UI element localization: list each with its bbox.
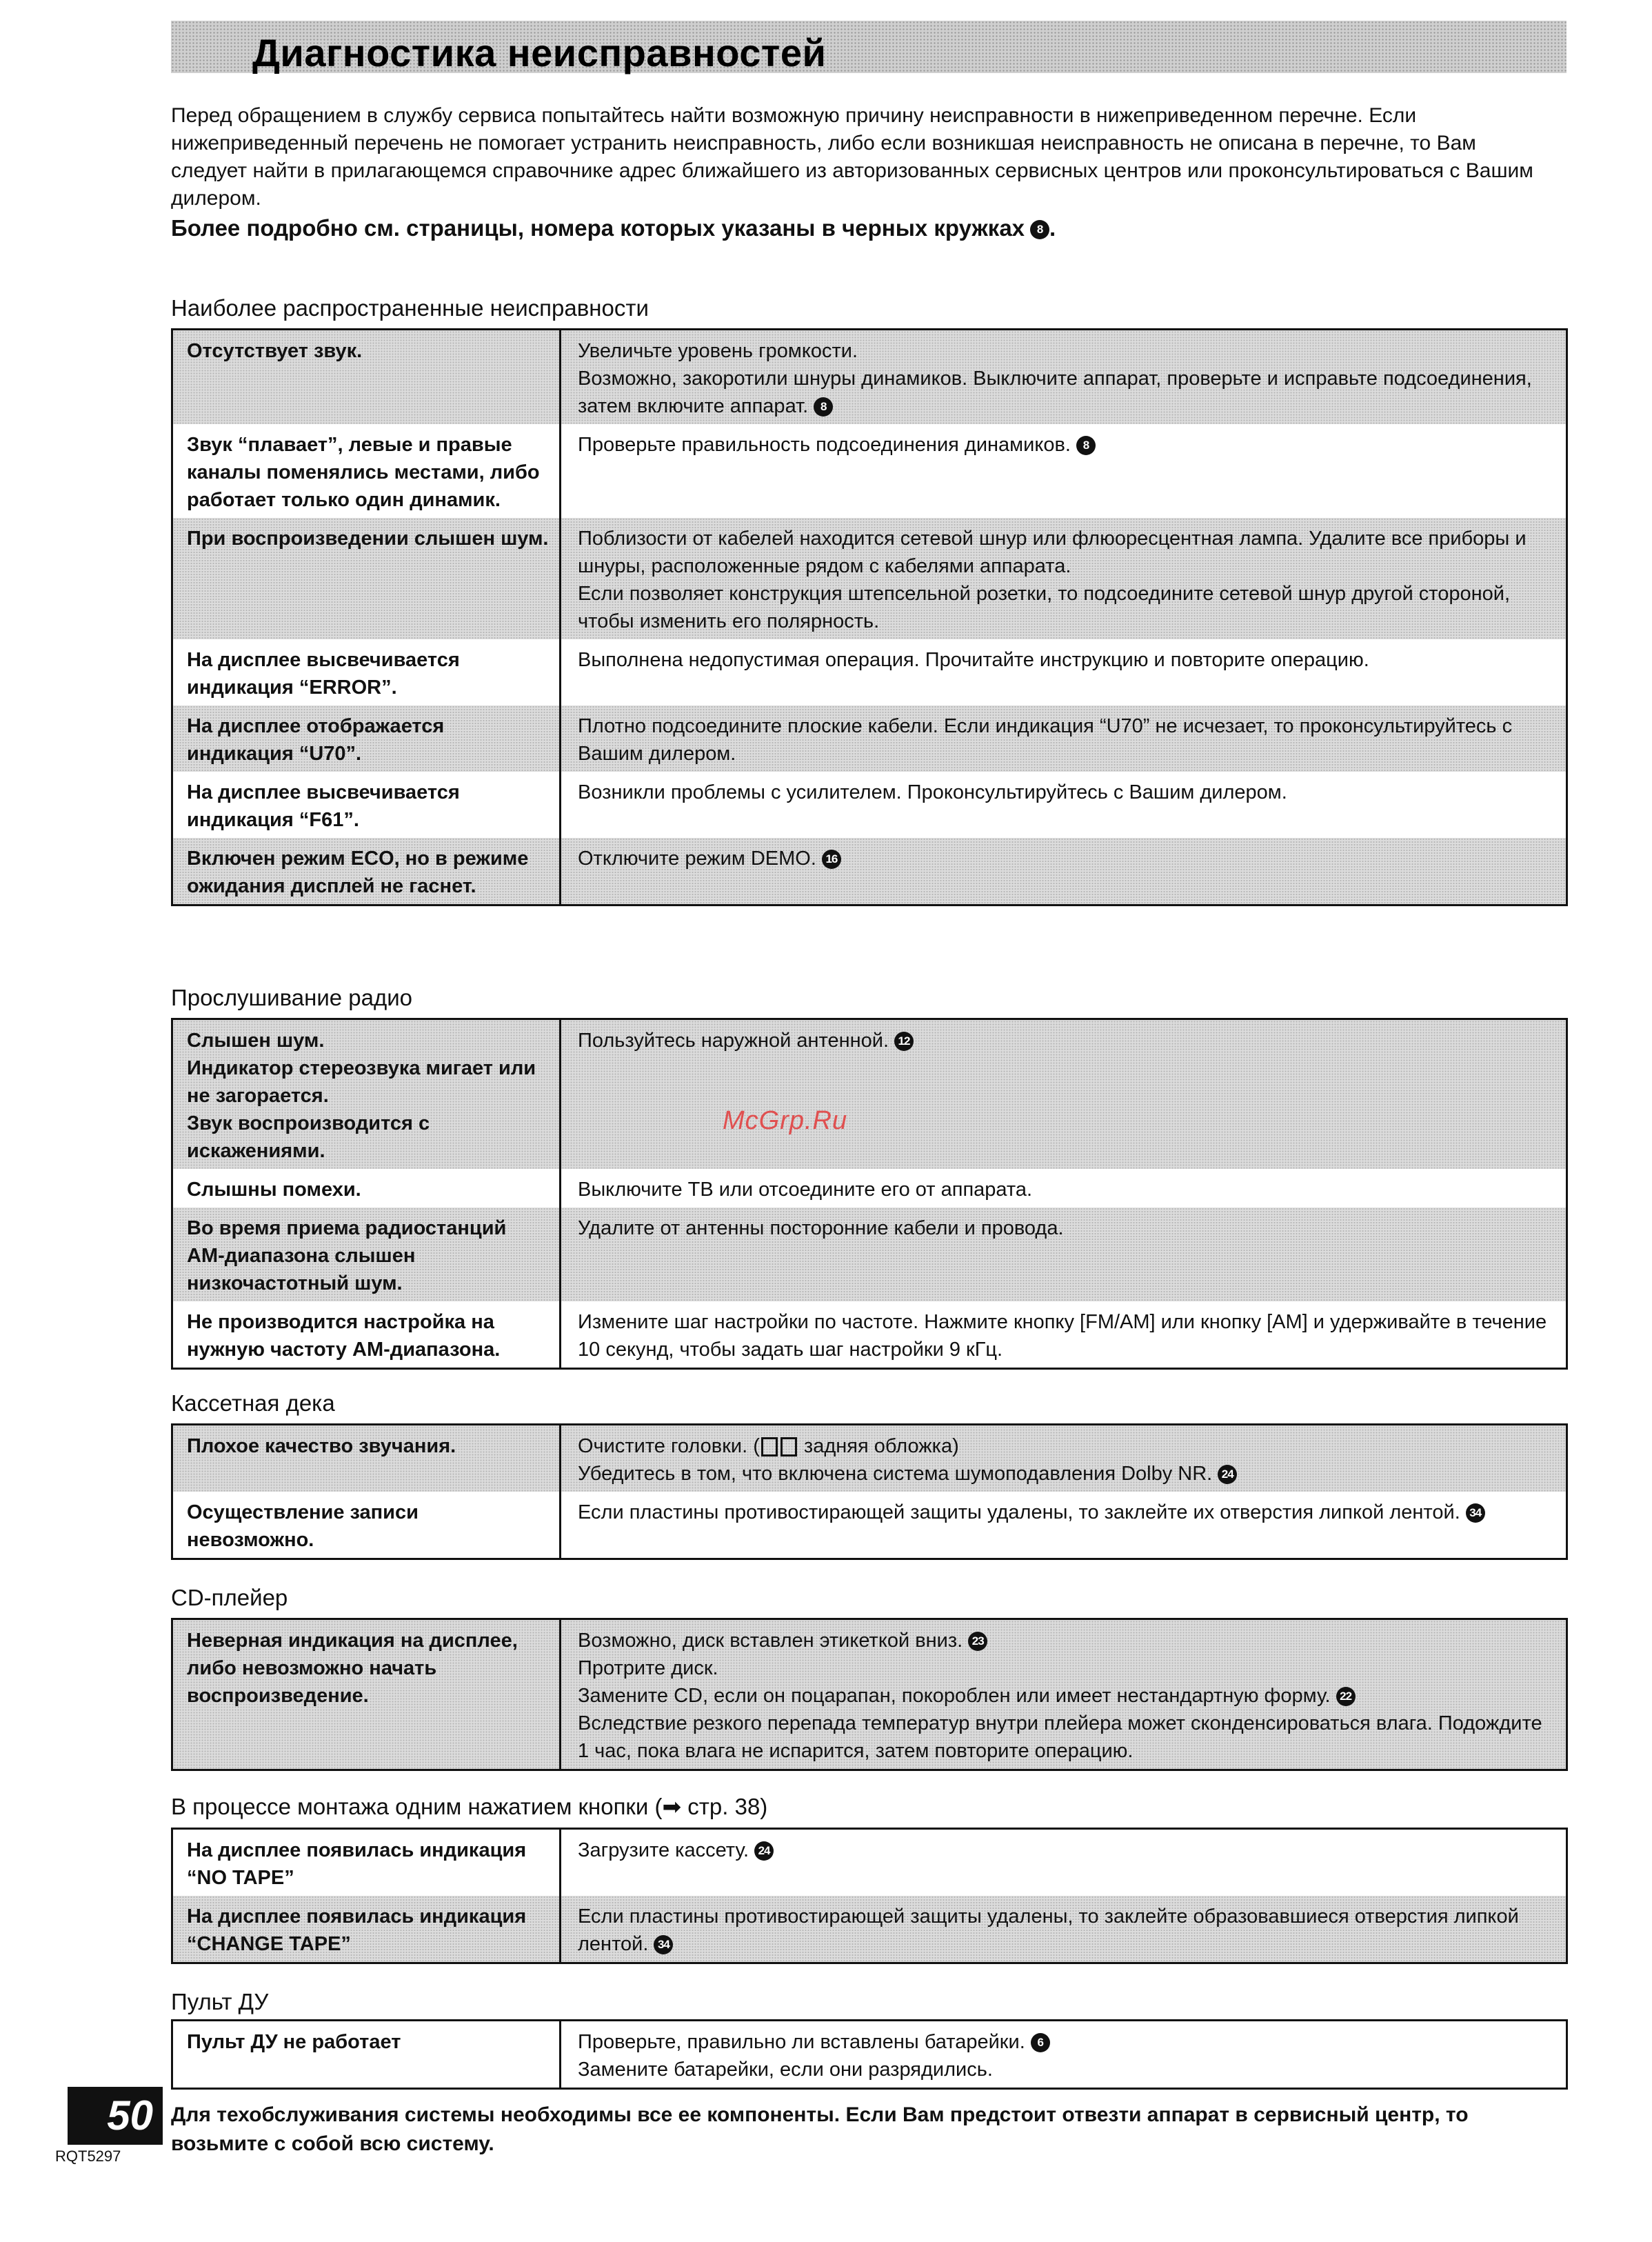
page-ref-badge: 8 xyxy=(814,397,833,417)
problem-text: Пульт ДУ не работает xyxy=(187,2031,401,2053)
solution-cell xyxy=(561,772,1567,838)
table-row xyxy=(172,705,1567,772)
solution-line xyxy=(578,1308,1556,1363)
section-title-editing: В процессе монтажа одним нажатием кнопки (➡ стр. 38) xyxy=(171,1794,768,1819)
solution-cell xyxy=(561,838,1567,905)
solution-cell xyxy=(561,705,1567,772)
solution-cell xyxy=(561,1019,1567,1170)
section-title-remote: Пульт ДУ xyxy=(171,1989,269,2014)
problem-cell xyxy=(172,705,561,772)
table-row xyxy=(172,772,1567,838)
solution-text: Вследствие резкого перепада температур внутри плейера может сконденсироваться влага. Подождите 1 час, пока влага не испарится, затем повторите операцию. xyxy=(578,1712,1542,1762)
table-editing xyxy=(171,1828,1568,1964)
table-row xyxy=(172,1425,1567,1492)
table-row xyxy=(172,1829,1567,1896)
table-row xyxy=(172,1208,1567,1301)
cassette-icon xyxy=(780,1437,797,1457)
solution-line xyxy=(578,779,1556,806)
table-row xyxy=(172,2021,1567,2089)
solution-line xyxy=(578,1654,1556,1682)
solution-text: Если пластины противостирающей защиты удалены, то заклейте образовавшиеся отверстия липкой лентой. xyxy=(578,1905,1519,1955)
section-title-common: Наиболее распространенные неисправности xyxy=(171,295,649,321)
problem-cell xyxy=(172,330,561,425)
table-remote xyxy=(171,2019,1568,2090)
problem-text: На дисплее высвечивается индикация “ERROR”. xyxy=(187,649,460,699)
solution-line xyxy=(578,1682,1556,1710)
solution-text: Проверьте, правильно ли вставлены батарейки. xyxy=(578,2031,1025,2053)
problem-cell xyxy=(172,772,561,838)
model-code: RQT5297 xyxy=(55,2148,121,2165)
solution-cell xyxy=(561,639,1567,705)
page-header xyxy=(171,21,1567,73)
solution-line xyxy=(578,365,1556,420)
solution-cell xyxy=(561,424,1567,518)
problem-cell xyxy=(172,1619,561,1770)
solution-text: Плотно подсоедините плоские кабели. Если индикация “U70” не исчезает, то проконсультируйтесь с Вашим дилером. xyxy=(578,715,1513,765)
solution-line xyxy=(578,2028,1556,2056)
problem-cell xyxy=(172,639,561,705)
page-ref-badge: 16 xyxy=(822,850,841,869)
table-row xyxy=(172,330,1567,425)
page-ref-badge: 8 xyxy=(1030,220,1049,239)
problem-text: Индикатор стереозвука мигает или не загорается. xyxy=(187,1057,536,1107)
page-ref-badge: 23 xyxy=(968,1632,987,1651)
problem-cell xyxy=(172,2021,561,2089)
solution-line xyxy=(578,1027,1556,1054)
solution-line xyxy=(578,1214,1556,1242)
problem-cell xyxy=(172,1829,561,1896)
page-ref-badge: 34 xyxy=(1466,1503,1485,1523)
solution-text: Выполнена недопустимая операция. Прочитайте инструкцию и повторите операцию. xyxy=(578,649,1369,671)
solution-line xyxy=(578,1499,1556,1526)
problem-cell xyxy=(172,1425,561,1492)
problem-text: Отсутствует звук. xyxy=(187,340,363,362)
solution-text: Пользуйтесь наружной антенной. xyxy=(578,1030,889,1052)
solution-line xyxy=(578,580,1556,635)
section-title-radio: Прослушивание радио xyxy=(171,985,413,1010)
problem-text: Не производится настройка на нужную частоту AM-диапазона. xyxy=(187,1311,501,1361)
solution-text: Поблизости от кабелей находится сетевой шнур или флюоресцентная лампа. Удалите все приборы и шнуры, расположенные рядом с кабелями аппарата. xyxy=(578,528,1527,577)
problem-cell xyxy=(172,1301,561,1369)
solution-cell xyxy=(561,1829,1567,1896)
solution-text: Выключите ТВ или отсоедините его от аппарата. xyxy=(578,1179,1033,1201)
solution-text: Если позволяет конструкция штепсельной розетки, то подсоедините сетевой шнур другой стороной, чтобы изменить его полярность. xyxy=(578,583,1511,632)
table-row xyxy=(172,639,1567,705)
table-row xyxy=(172,1896,1567,1963)
solution-text: Удалите от антенны посторонние кабели и провода. xyxy=(578,1217,1064,1239)
solution-line xyxy=(578,1836,1556,1864)
section-title-cassette: Кассетная дека xyxy=(171,1390,335,1416)
problem-text: Плохое качество звучания. xyxy=(187,1435,456,1457)
problem-text: На дисплее появилась индикация “CHANGE TAPE” xyxy=(187,1905,527,1955)
page-ref-badge: 34 xyxy=(654,1935,673,1954)
problem-text: Неверная индикация на дисплее, либо невозможно начать воспроизведение. xyxy=(187,1630,518,1707)
solution-cell xyxy=(561,1425,1567,1492)
problem-cell xyxy=(172,1896,561,1963)
problem-text: Осуществление записи невозможно. xyxy=(187,1501,419,1551)
solution-cell xyxy=(561,1619,1567,1770)
solution-text: Увеличьте уровень громкости. xyxy=(578,340,858,362)
table-row xyxy=(172,1169,1567,1208)
table-cd xyxy=(171,1618,1568,1771)
page-ref-badge: 22 xyxy=(1336,1687,1356,1706)
solution-text: Проверьте правильность подсоединения динамиков. xyxy=(578,434,1071,456)
solution-line xyxy=(578,431,1556,459)
solution-text: Если пластины противостирающей защиты удалены, то заклейте их отверстия липкой лентой. xyxy=(578,1501,1460,1523)
solution-cell xyxy=(561,518,1567,639)
table-row xyxy=(172,1301,1567,1369)
problem-cell xyxy=(172,1492,561,1559)
problem-cell xyxy=(172,1169,561,1208)
problem-cell xyxy=(172,838,561,905)
page-ref-badge: 12 xyxy=(894,1032,914,1051)
solution-text: Возможно, диск вставлен этикеткой вниз. xyxy=(578,1630,963,1652)
problem-text: Во время приема радиостанций AM-диапазона слышен низкочастотный шум. xyxy=(187,1217,507,1294)
problem-cell xyxy=(172,1208,561,1301)
page-ref-badge: 8 xyxy=(1076,436,1096,455)
solution-cell xyxy=(561,1301,1567,1369)
table-row xyxy=(172,1492,1567,1559)
solution-line xyxy=(578,1460,1556,1488)
section-title-cd: CD-плейер xyxy=(171,1585,288,1610)
table-common xyxy=(171,328,1568,906)
solution-line xyxy=(578,646,1556,674)
intro-text: Перед обращением в службу сервиса попытайтесь найти возможную причину неисправности в нижеприведенном перечне. Если нижеприведенный перечень не помогает устранить неисправность, либо если возникшая неисправность не описана в перечне, то Вам следует найти в прилагающемся справочнике адрес ближайшего из авторизованных сервисных центров или проконсультироваться с Вашим дилером. xyxy=(171,104,1533,210)
solution-line xyxy=(578,712,1556,768)
solution-cell xyxy=(561,1208,1567,1301)
intro-bold-note: Более подробно см. страницы, номера которых указаны в черных кружках 8 . xyxy=(171,215,1056,241)
solution-text-after: задняя обложка) xyxy=(798,1435,959,1457)
intro-bold-text: Более подробно см. страницы, номера которых указаны в черных кружках xyxy=(171,215,1025,241)
solution-text: Очистите головки. ( xyxy=(578,1435,760,1457)
table-row xyxy=(172,424,1567,518)
solution-text: Убедитесь в том, что включена система шумоподавления Dolby NR. xyxy=(578,1463,1213,1485)
problem-text: Слышны помехи. xyxy=(187,1179,361,1201)
solution-text: Отключите режим DEMO. xyxy=(578,848,816,870)
footer-note: Для техобслуживания системы необходимы все ее компоненты. Если Вам предстоит отвезти аппарат в сервисный центр, то возьмите с собой всю систему. xyxy=(171,2103,1469,2155)
solution-line xyxy=(578,1176,1556,1203)
solution-text: Загрузите кассету. xyxy=(578,1839,749,1861)
solution-cell xyxy=(561,1492,1567,1559)
table-cassette xyxy=(171,1423,1568,1560)
solution-line xyxy=(578,1432,1556,1460)
problem-cell xyxy=(172,1019,561,1170)
solution-text: Замените CD, если он поцарапан, покороблен или имеет нестандартную форму. xyxy=(578,1685,1331,1707)
page-number: 50 xyxy=(68,2087,163,2145)
solution-cell xyxy=(561,1169,1567,1208)
page-title: Диагностика неисправностей xyxy=(252,31,827,74)
solution-text: Протрите диск. xyxy=(578,1657,718,1679)
problem-text: Звук воспроизводится с искажениями. xyxy=(187,1112,430,1162)
solution-line xyxy=(578,1710,1556,1765)
solution-line xyxy=(578,1903,1556,1958)
table-row xyxy=(172,1019,1567,1170)
problem-text: При воспроизведении слышен шум. xyxy=(187,528,549,550)
solution-line xyxy=(578,845,1556,872)
solution-text: Замените батарейки, если они разрядились. xyxy=(578,2059,993,2081)
solution-line xyxy=(578,337,1556,365)
problem-text: Включен режим ECO, но в режиме ожидания дисплей не гаснет. xyxy=(187,848,529,897)
problem-text: Слышен шум. xyxy=(187,1030,325,1052)
table-row xyxy=(172,1619,1567,1770)
problem-text: На дисплее появилась индикация “NO TAPE” xyxy=(187,1839,527,1889)
solution-line xyxy=(578,2056,1556,2083)
table-row xyxy=(172,518,1567,639)
problem-text: На дисплее отображается индикация “U70”. xyxy=(187,715,445,765)
page-ref-badge: 6 xyxy=(1031,2033,1050,2052)
problem-text: На дисплее высвечивается индикация “F61”. xyxy=(187,781,460,831)
solution-line xyxy=(578,1627,1556,1654)
problem-cell xyxy=(172,518,561,639)
solution-text: Возникли проблемы с усилителем. Проконсультируйтесь с Вашим дилером. xyxy=(578,781,1287,803)
solution-cell xyxy=(561,330,1567,425)
solution-cell xyxy=(561,1896,1567,1963)
solution-text: Возможно, закоротили шнуры динамиков. Выключите аппарат, проверьте и исправьте подсоединения, затем включите аппарат. xyxy=(578,368,1532,417)
problem-text: Звук “плавает”, левые и правые каналы поменялись местами, либо работает только один динамик. xyxy=(187,434,540,511)
watermark: McGrp.Ru xyxy=(723,1106,848,1135)
solution-text: Измените шаг настройки по частоте. Нажмите кнопку [FM/AM] или кнопку [AM] и удерживайте в течение 10 секунд, чтобы задать шаг настройки 9 кГц. xyxy=(578,1311,1547,1361)
cassette-icon xyxy=(761,1437,778,1457)
problem-cell xyxy=(172,424,561,518)
page-ref-badge: 24 xyxy=(1218,1465,1237,1484)
solution-line xyxy=(578,525,1556,580)
solution-cell xyxy=(561,2021,1567,2089)
page-ref-badge: 24 xyxy=(754,1841,774,1861)
table-row xyxy=(172,838,1567,905)
table-radio xyxy=(171,1018,1568,1370)
